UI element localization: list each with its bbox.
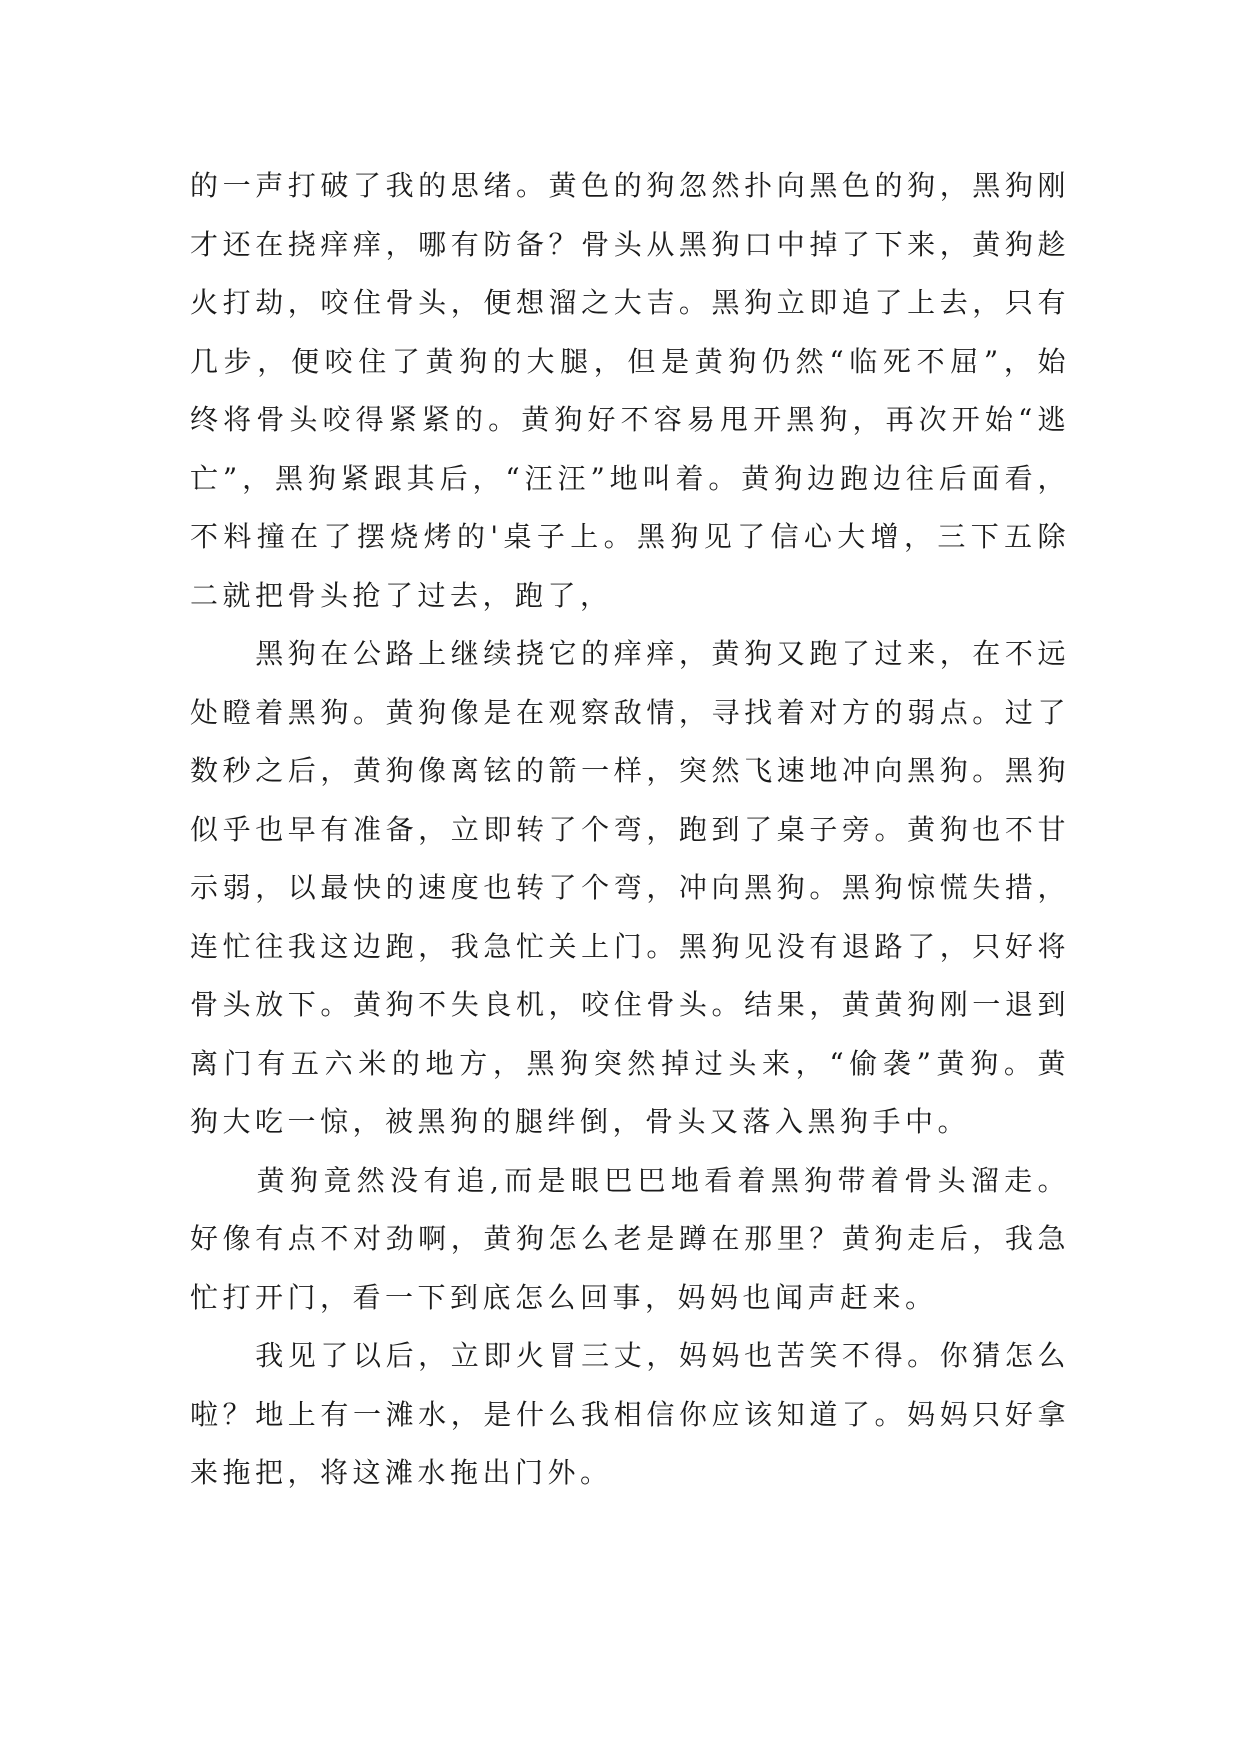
- paragraph-4: 我见了以后，立即火冒三丈，妈妈也苦笑不得。你猜怎么啦？地上有一滩水，是什么我相信你应该知道了。妈妈只好拿来拖把，将这滩水拖出门外。: [190, 1339, 1070, 1489]
- paragraph-1: 的一声打破了我的思绪。黄色的狗忽然扑向黑色的狗，黑狗刚才还在挠痒痒，哪有防备？骨头从黑狗口中掉了下来，黄狗趁火打劫，咬住骨头，便想溜之大吉。黑狗立即追了上去，只有几步，便咬住了黄狗的大腿，但是黄狗仍然“临死不屈”，始终将骨头咬得紧紧的。黄狗好不容易甩开黑狗，再次开始“逃亡”，黑狗紧跟其后，“汪汪”地叫着。黄狗边跑边往后面看，不料撞在了摆烧烤的'桌子上。黑狗见了信心大增，三下五除二就把骨头抢了过去，跑了，: [190, 169, 1070, 612]
- body-text: [190, 157, 1070, 1503]
- paragraph-3: 黄狗竟然没有追,而是眼巴巴地看着黑狗带着骨头溜走。好像有点不对劲啊，黄狗怎么老是蹲在那里？黄狗走后，我急忙打开门，看一下到底怎么回事，妈妈也闻声赶来。: [190, 1163, 1070, 1314]
- paragraph-2: 黑狗在公路上继续挠它的痒痒，黄狗又跑了过来，在不远处瞪着黑狗。黄狗像是在观察敌情，寻找着对方的弱点。过了数秒之后，黄狗像离铉的箭一样，突然飞速地冲向黑狗。黑狗似乎也早有准备，立即转了个弯，跑到了桌子旁。黄狗也不甘示弱，以最快的速度也转了个弯，冲向黑狗。黑狗惊慌失措，连忙往我这边跑，我急忙关上门。黑狗见没有退路了，只好将骨头放下。黄狗不失良机，咬住骨头。结果，黄黄狗刚一退到离门有五六米的地方，黑狗突然掉过头来，“偷袭”黄狗。黄狗大吃一惊，被黑狗的腿绊倒，骨头又落入黑狗手中。: [190, 637, 1070, 1138]
